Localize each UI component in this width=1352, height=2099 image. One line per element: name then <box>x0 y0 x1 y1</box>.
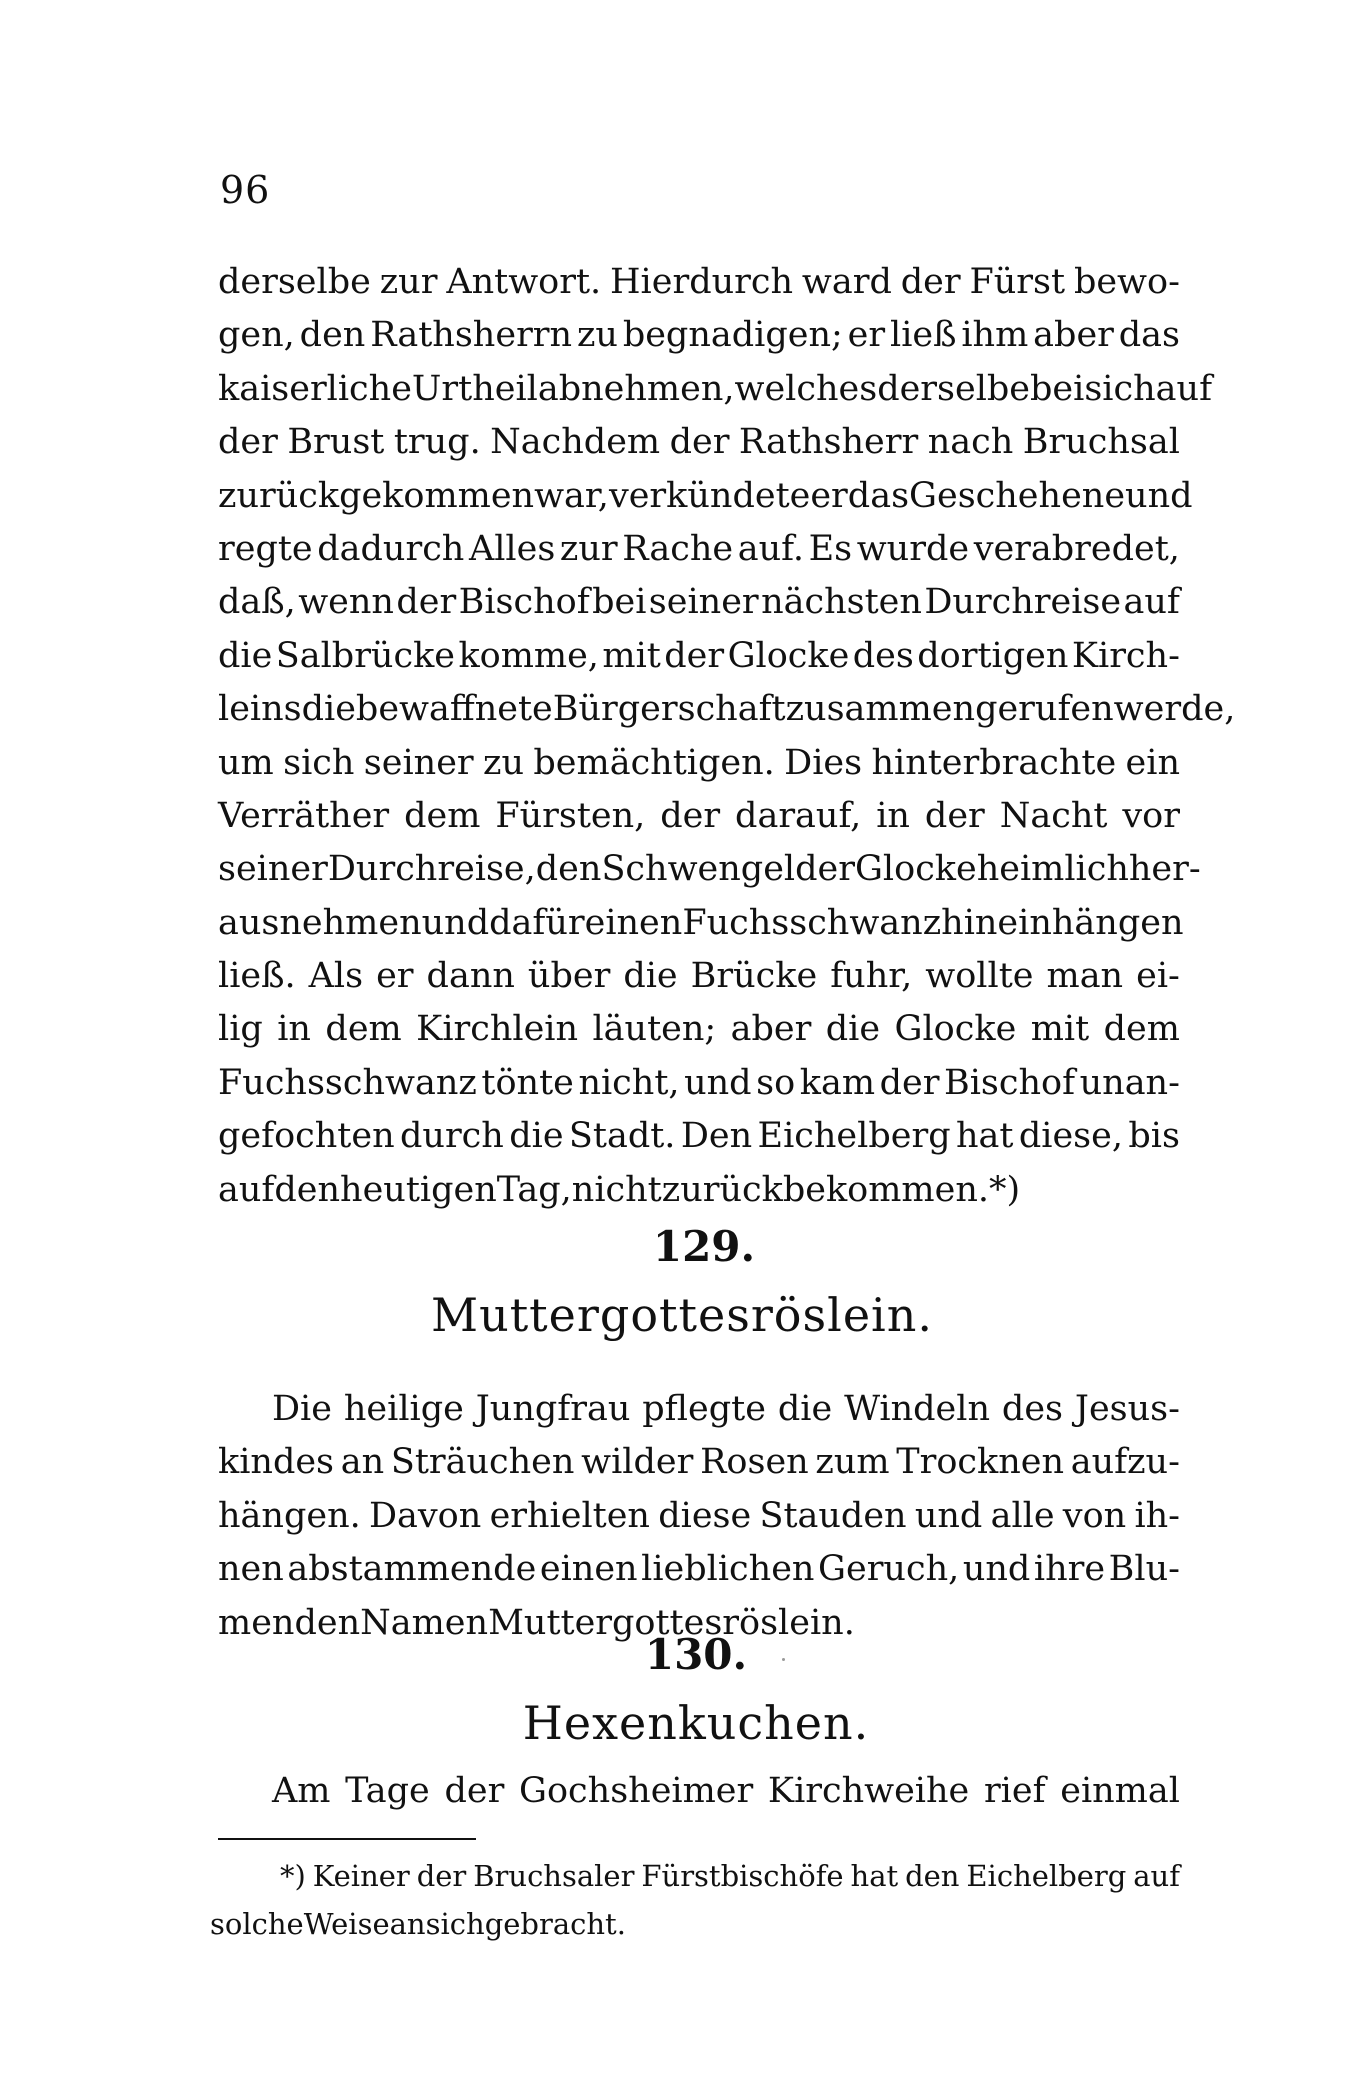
word: wollte <box>925 956 1034 997</box>
text-line <box>218 683 1236 736</box>
word: fuhr, <box>830 956 913 997</box>
word: kam <box>799 1062 876 1103</box>
word: Blu- <box>1108 1549 1180 1590</box>
word: die <box>777 1389 833 1429</box>
word: gen, <box>218 315 295 356</box>
word: und <box>962 1549 1031 1590</box>
word: Antwort. <box>446 262 602 302</box>
word: kindes <box>218 1442 335 1483</box>
word: so <box>756 1062 796 1103</box>
word: ei- <box>1136 956 1180 997</box>
word: Durchreise <box>924 582 1122 623</box>
text-line <box>218 309 1180 362</box>
word: sich <box>1084 368 1156 409</box>
word: bei <box>1030 368 1085 409</box>
word: auf <box>1123 582 1180 623</box>
word: Alles <box>468 528 556 569</box>
word: heutigen <box>340 1169 497 1210</box>
word: seiner <box>648 582 759 623</box>
word: Bruchsaler <box>473 1859 635 1893</box>
word: das <box>1118 315 1180 356</box>
word: mit <box>1030 1009 1090 1050</box>
word: Muttergottesröslein. <box>488 1602 855 1643</box>
word: hat <box>955 1116 1014 1157</box>
word: aber <box>730 1009 812 1050</box>
word: heilige <box>343 1389 464 1429</box>
word: Sträuchen <box>390 1442 575 1483</box>
word: Jungfrau <box>475 1389 631 1429</box>
word: um <box>218 742 274 783</box>
word: des <box>852 635 914 676</box>
word: erhielten <box>489 1495 650 1536</box>
word: der <box>660 795 721 836</box>
word: und <box>421 902 490 943</box>
word: Nacht <box>999 795 1108 836</box>
word: solche <box>210 1907 304 1941</box>
word: ward <box>801 262 892 302</box>
text-line <box>218 843 1201 896</box>
word: auf <box>1133 1859 1180 1893</box>
word: des <box>1001 1389 1064 1429</box>
text-line <box>218 256 1180 309</box>
word: die <box>301 689 356 730</box>
text-line <box>218 363 1213 416</box>
word: aufzu- <box>1070 1442 1180 1483</box>
word: Stadt. <box>568 1116 676 1157</box>
word: trug. <box>393 422 481 463</box>
text-line <box>218 1490 1180 1543</box>
word: regte <box>218 528 313 569</box>
word: und <box>914 1495 983 1536</box>
word: Keiner <box>312 1859 410 1893</box>
word: Glocke <box>727 635 850 676</box>
word: bewaffnete <box>355 689 553 730</box>
word: der <box>396 582 457 623</box>
word: Tage <box>345 1771 430 1811</box>
text-line <box>218 1436 1180 1489</box>
word: nach <box>927 422 1014 463</box>
text-line <box>218 416 1180 469</box>
word: heimlich <box>976 849 1129 890</box>
word: Verräther <box>218 795 390 836</box>
text-line <box>218 1057 1180 1110</box>
word: nicht <box>571 1169 662 1210</box>
word: Eichelberg <box>966 1859 1127 1893</box>
word: über <box>527 956 611 997</box>
text-line <box>218 523 1180 576</box>
word: in <box>277 1009 311 1050</box>
word: der <box>218 422 278 463</box>
word: ihre <box>1033 1549 1106 1590</box>
word: abstammende <box>287 1549 537 1590</box>
word: wilder <box>581 1442 694 1483</box>
word: tönte <box>481 1062 574 1103</box>
word: welches <box>734 368 878 409</box>
word: einmal <box>1060 1771 1180 1811</box>
word: werde, <box>1113 689 1236 730</box>
word: Fuchsschwanz <box>682 902 942 943</box>
word: hineinhängen <box>941 902 1184 943</box>
text-line <box>218 470 1193 523</box>
word: dafür <box>489 902 585 943</box>
word: die <box>825 1009 881 1050</box>
word: wurde <box>856 528 970 569</box>
word: der <box>664 635 725 676</box>
word: sich <box>425 1907 485 1941</box>
text-line <box>218 1164 1180 1217</box>
word: Stauden <box>759 1495 907 1536</box>
word: Die <box>272 1389 332 1429</box>
text-line <box>218 1110 1180 1163</box>
word: Schwengel <box>601 849 796 890</box>
word: ausnehmen <box>218 902 422 943</box>
word: nen <box>218 1549 284 1590</box>
word: nächsten <box>761 582 922 623</box>
section-130-body <box>272 1765 1180 1818</box>
word: bemächtigen. <box>533 742 775 783</box>
word: bekommen.*) <box>782 1169 1021 1210</box>
word: Tag, <box>496 1169 572 1210</box>
word: den <box>905 1859 960 1893</box>
word: Kirch- <box>1071 635 1180 676</box>
word: in <box>876 795 910 836</box>
word: Gochsheimer <box>519 1771 754 1811</box>
word: die <box>623 956 678 997</box>
word: begnadigen; <box>622 315 843 356</box>
word: Am <box>272 1771 331 1811</box>
word: hat <box>850 1859 899 1893</box>
word: sich <box>283 742 355 783</box>
word: Durchreise, <box>327 849 536 890</box>
word: ein <box>1125 742 1180 783</box>
word: Glocke <box>894 1009 1017 1050</box>
word: derselbe <box>218 262 371 302</box>
word: gerufen <box>975 689 1114 730</box>
word: zur <box>379 262 438 302</box>
word: diese <box>658 1495 752 1536</box>
word: men <box>218 1602 295 1643</box>
word: diese, <box>1018 1116 1123 1157</box>
word: abnehmen, <box>537 368 735 409</box>
word: Bischof <box>944 1062 1076 1103</box>
word: alle <box>990 1495 1055 1536</box>
word: Fürsten, <box>495 795 646 836</box>
text-line <box>218 790 1180 843</box>
word: zurück <box>661 1169 783 1210</box>
word: von <box>1062 1495 1127 1536</box>
word: verkündete <box>608 475 811 516</box>
word: das <box>847 475 910 516</box>
word: pflegte <box>642 1389 766 1429</box>
word: Rache <box>622 528 734 569</box>
word: Geruch, <box>818 1549 960 1590</box>
word: den <box>274 1169 341 1210</box>
word: seiner <box>218 849 328 890</box>
text-line <box>218 1003 1180 1056</box>
word: mit <box>602 635 661 676</box>
section-title: Muttergottesröslein. <box>430 1288 934 1342</box>
word: komme, <box>458 635 599 676</box>
word: wenn <box>298 582 394 623</box>
word: dortigen <box>917 635 1069 676</box>
word: Jesus- <box>1074 1389 1180 1429</box>
word: Bürgerschaft <box>552 689 786 730</box>
word: der <box>416 1859 467 1893</box>
word: Den <box>680 1116 753 1157</box>
word: bis <box>1128 1116 1180 1157</box>
word: Eichelberg <box>757 1116 951 1157</box>
word: darauf, <box>735 795 862 836</box>
text-line <box>272 1765 1180 1818</box>
word: die <box>509 1116 564 1157</box>
word: derselbe <box>877 368 1031 409</box>
word: die <box>218 635 273 676</box>
word: Bischof <box>458 582 590 623</box>
word: zurückgekommen <box>218 475 535 516</box>
word: Fürstbischöfe <box>641 1859 844 1893</box>
word: dann <box>426 956 515 997</box>
word: war, <box>534 475 609 516</box>
section-number: 130. <box>644 1630 748 1679</box>
section-129-body <box>218 1383 1180 1650</box>
text-line <box>218 1383 1180 1436</box>
word: gebracht. <box>484 1907 626 1941</box>
word: zu <box>576 315 618 356</box>
word: er <box>847 315 886 356</box>
word: er <box>810 475 848 516</box>
word: der <box>924 795 985 836</box>
word: der <box>900 262 961 302</box>
word: aber <box>1033 315 1114 356</box>
word: einen <box>539 1549 638 1590</box>
word: der <box>795 849 855 890</box>
word: lieblichen <box>641 1549 815 1590</box>
word: Fürst <box>969 262 1066 302</box>
word: Kirchlein <box>416 1009 579 1050</box>
word: bei <box>592 582 647 623</box>
word: Dies <box>784 742 863 783</box>
footnote <box>210 1852 1180 1948</box>
footnote-rule <box>218 1838 476 1840</box>
word: Es <box>808 528 853 569</box>
word: Glocke <box>854 849 977 890</box>
word: rief <box>983 1771 1046 1811</box>
section-title: Hexenkuchen. <box>522 1696 870 1750</box>
word: ih- <box>1134 1495 1180 1536</box>
word: vor <box>1122 795 1180 836</box>
word: Rathsherrn <box>370 315 573 356</box>
word: lig <box>218 1009 263 1050</box>
word: Nachdem <box>490 422 661 463</box>
word: Windeln <box>844 1389 991 1429</box>
footnote-line <box>210 1900 1180 1948</box>
word: zur <box>559 528 618 569</box>
word: zusammen <box>785 689 976 730</box>
word: den <box>535 849 602 890</box>
word: und <box>684 1062 752 1103</box>
word: verabredet, <box>973 528 1180 569</box>
text-line <box>218 950 1180 1003</box>
word: hängen. <box>218 1495 361 1536</box>
word: Weise <box>303 1907 390 1941</box>
word: Urtheil <box>411 368 538 409</box>
section-number: 129. <box>652 1222 756 1271</box>
word: Fuchsschwanz <box>218 1062 477 1103</box>
word: seiner <box>363 742 474 783</box>
word: Davon <box>368 1495 482 1536</box>
word: ließ. <box>218 956 296 997</box>
word: ließ <box>890 315 957 356</box>
word: zu <box>483 742 525 783</box>
word: Salbrücke <box>275 635 455 676</box>
word: daß, <box>218 582 296 623</box>
word: Rathsherr <box>738 422 919 463</box>
word: nicht, <box>578 1062 680 1103</box>
word: Namen <box>360 1602 489 1643</box>
word: auf <box>1155 368 1213 409</box>
word: leins <box>218 689 302 730</box>
word: dem <box>404 795 481 836</box>
word: der <box>444 1771 505 1811</box>
word: Rosen <box>700 1442 809 1483</box>
word: her- <box>1128 849 1201 890</box>
text-line <box>218 576 1180 629</box>
word: unan- <box>1079 1062 1180 1103</box>
word: den <box>294 1602 361 1643</box>
word: der <box>669 422 730 463</box>
word: dem <box>325 1009 402 1050</box>
word: der <box>879 1062 940 1103</box>
word: Kirchweihe <box>767 1771 970 1811</box>
word: dadurch <box>317 528 465 569</box>
word: *) <box>280 1859 306 1893</box>
section-128-body <box>218 256 1236 1217</box>
word: Hierdurch <box>610 262 794 302</box>
word: läuten; <box>592 1009 717 1050</box>
word: gefochten <box>218 1116 395 1157</box>
word: auf <box>218 1169 275 1210</box>
word: an <box>389 1907 426 1941</box>
word: auf. <box>737 528 804 569</box>
word: er <box>376 956 414 997</box>
word: zum <box>815 1442 890 1483</box>
text-line <box>218 737 1180 790</box>
word: den <box>299 315 366 356</box>
word: hinterbrachte <box>871 742 1117 783</box>
text-line <box>218 630 1180 683</box>
word: durch <box>400 1116 504 1157</box>
word: Geschehene <box>909 475 1126 516</box>
word: und <box>1125 475 1193 516</box>
word: Als <box>308 956 364 997</box>
word: kaiserliche <box>218 368 412 409</box>
word: Bruchsal <box>1022 422 1180 463</box>
page-number: 96 <box>220 168 271 212</box>
word: Brust <box>287 422 385 463</box>
word: an <box>340 1442 385 1483</box>
word: einen <box>584 902 683 943</box>
word: man <box>1046 956 1124 997</box>
word: bewo- <box>1073 262 1180 302</box>
word: ihm <box>961 315 1029 356</box>
text-line <box>218 897 1184 950</box>
footnote-line <box>210 1852 1180 1900</box>
text-line <box>218 1543 1180 1596</box>
word: Brücke <box>690 956 818 997</box>
word: dem <box>1103 1009 1180 1050</box>
print-speck <box>782 1658 785 1661</box>
word: Trocknen <box>896 1442 1065 1483</box>
